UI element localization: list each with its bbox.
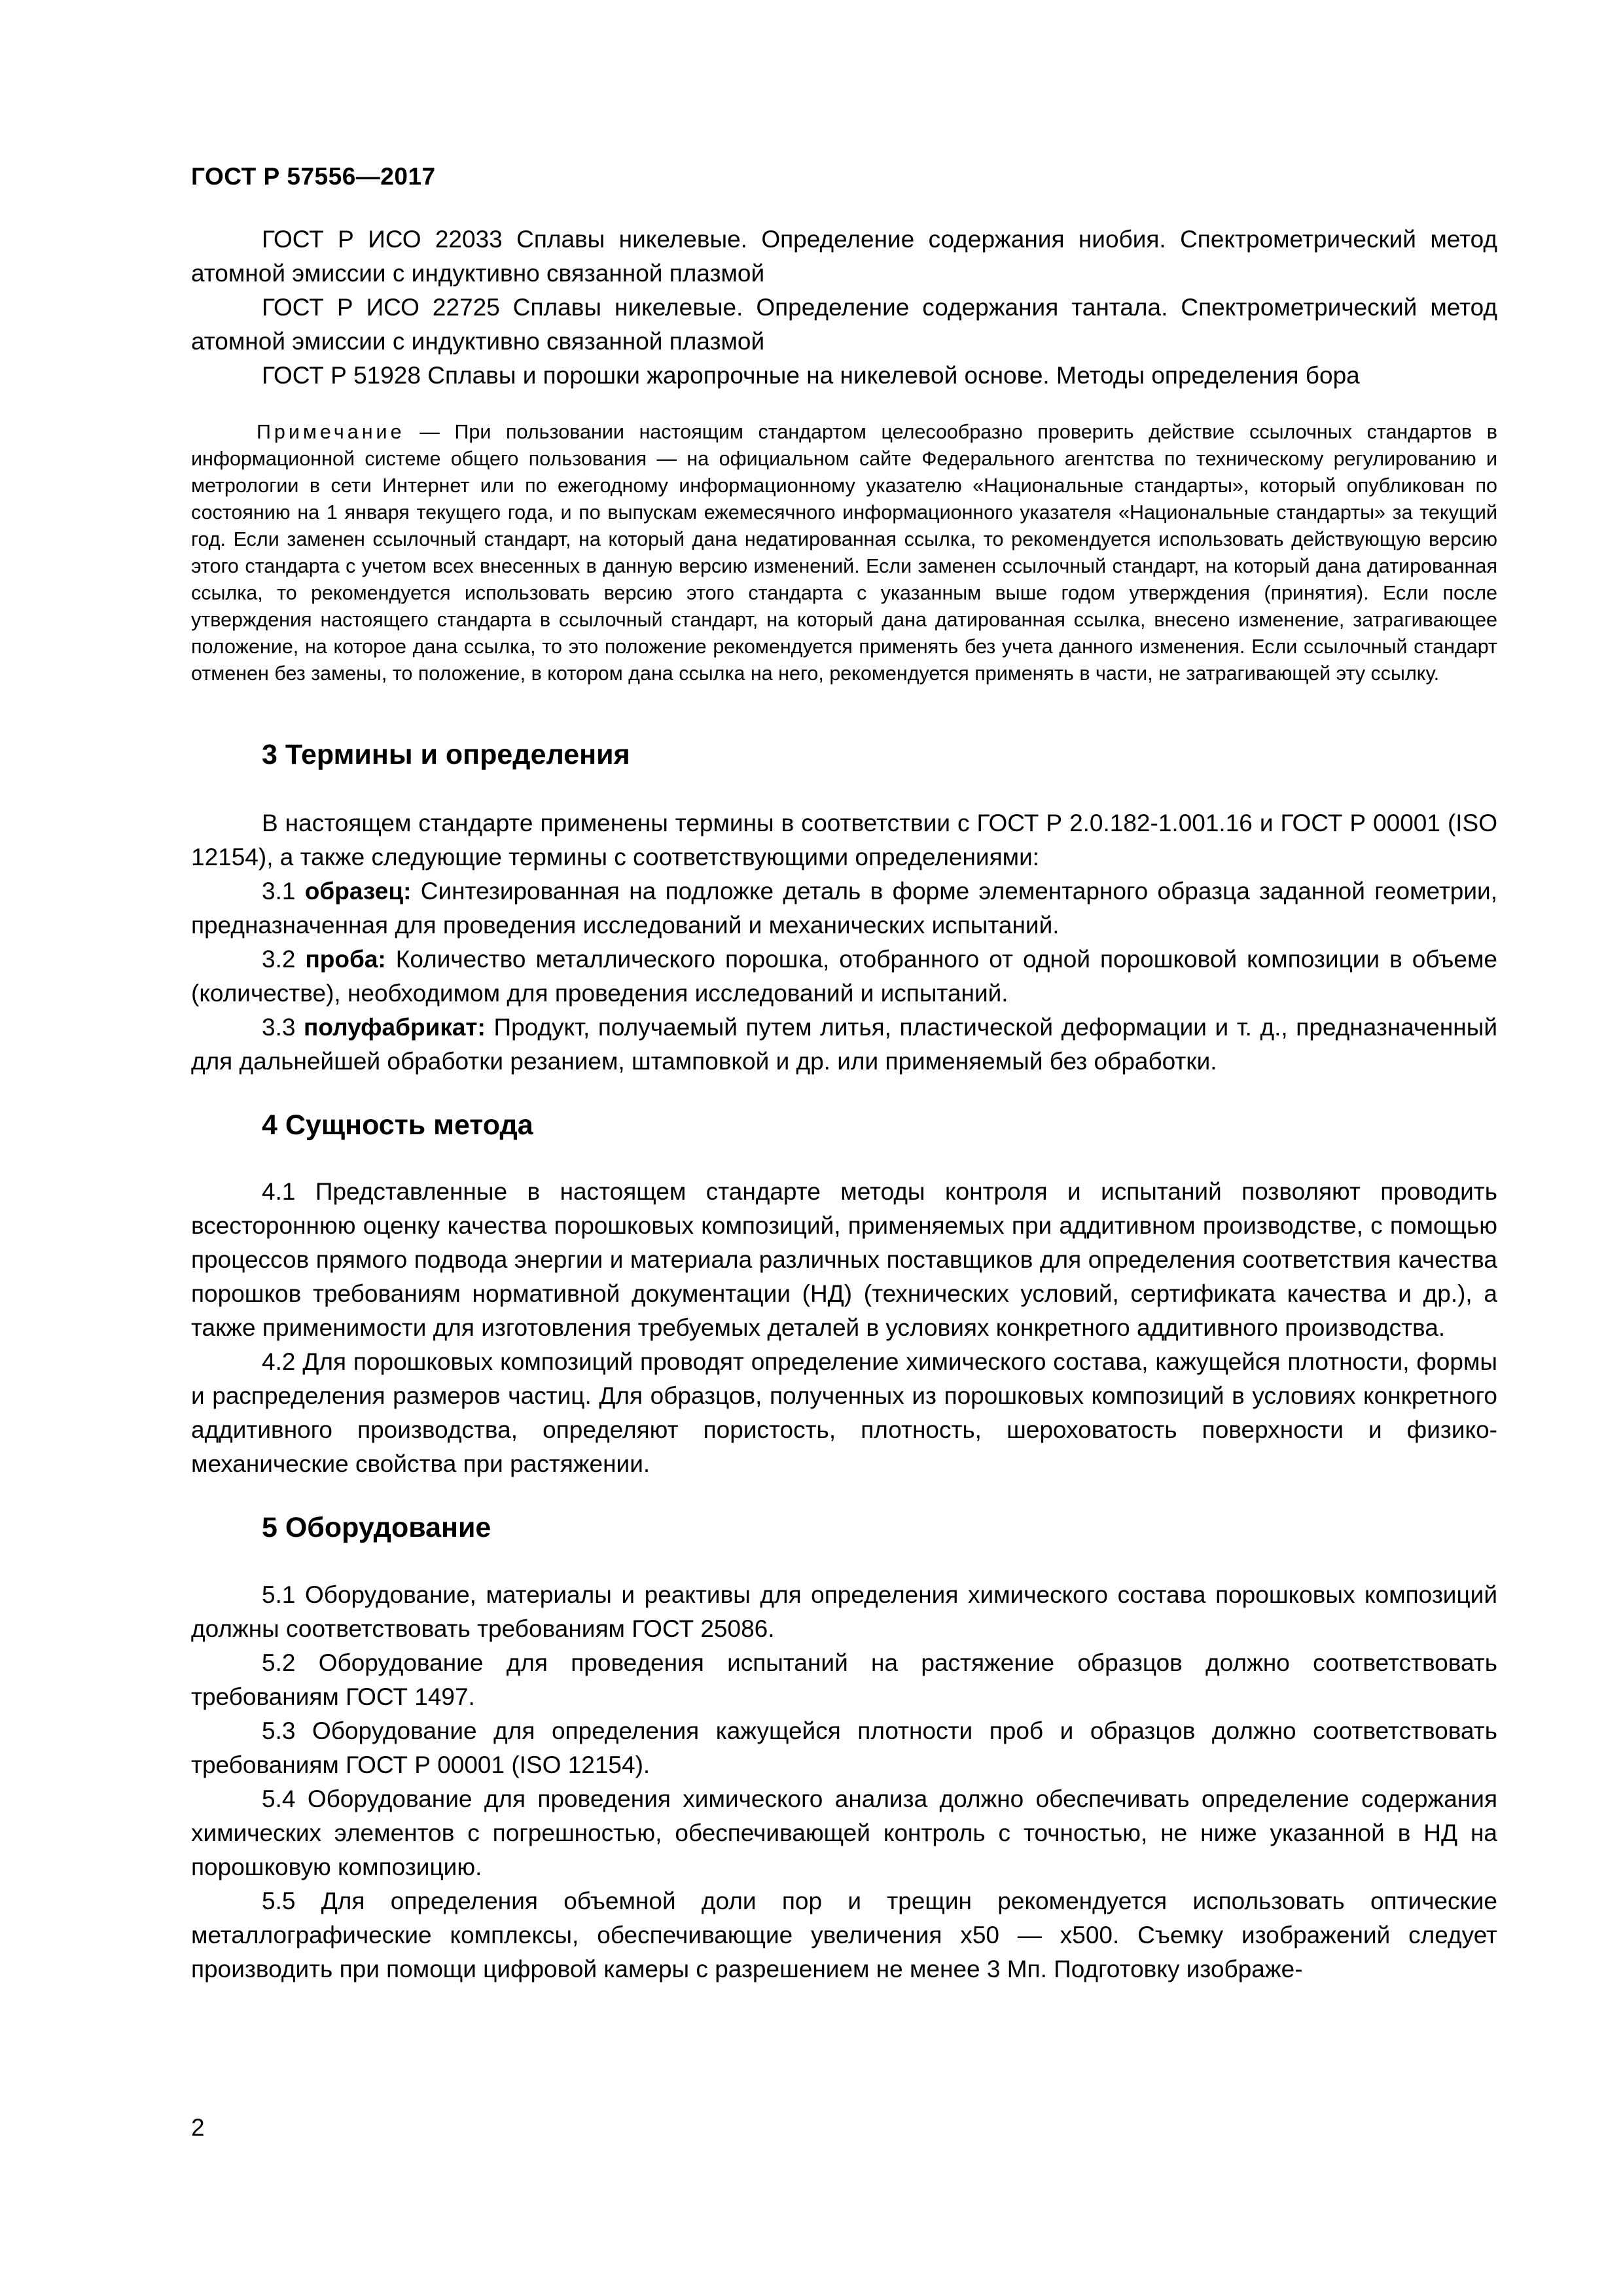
note-block	[191, 419, 1497, 687]
term-number: 3.2	[262, 945, 296, 973]
paragraph: 4.1 Представленные в настоящем стандарте методы контроля и испытаний позволяют проводить всестороннюю оценку качества порошковых композиций, применяемых при аддитивном производстве, с помощью процессов прямого подвода энергии и материала различных поставщиков для определения соответствия качества порошков требованиям нормативной документации (НД) (технических условий, сертификата качества и др.), а также применимости для изготовления требуемых деталей в условиях конкретного аддитивного производства.	[191, 1178, 1497, 1342]
reference-item: ГОСТ Р ИСО 22033 Сплавы никелевые. Определение содержания ниобия. Спектрометрический метод атомной эмиссии с индуктивно связанной плазмой	[191, 226, 1497, 287]
section-heading-method: 4 Сущность метода	[262, 1109, 533, 1141]
paragraph: 5.5 Для определения объемной доли пор и трещин рекомендуется использовать оптические металлографические комплексы, обеспечивающие увеличения x50 — x500. Съемку изображений следует производить при помощи цифровой камеры с разрешением не менее 3 Мп. Подготовку изображе-	[191, 1887, 1497, 1982]
term-name: образец:	[304, 877, 412, 905]
term-number: 3.3	[262, 1013, 296, 1041]
term-text: Продукт, получаемый путем литья, пластической деформации и т. д., предназначенный для дальнейшей обработки резанием, штамповкой и др. или применяемый без обработки.	[191, 1013, 1498, 1075]
term-text: Синтезированная на подложке деталь в форме элементарного образца заданной геометрии, предназначенная для проведения исследований и механических испытаний.	[191, 877, 1497, 939]
paragraph: 4.2 Для порошковых композиций проводят определение химического состава, кажущейся плотности, формы и распределения размеров частиц. Для образцов, полученных из порошковых композиций в условиях конкретного аддитивного производства, определяют пористость, плотность, шероховатость поверхности и физико-механические свойства при растяжении.	[191, 1348, 1497, 1478]
note-text: — При пользовании настоящим стандартом целесообразно проверить действие ссылочных стандартов в информационной системе общего пользования — на официальном сайте Федерального агентства по техническому регулированию и метрологии в сети Интернет или по ежегодному информационному указателю «Национальные стандарты», который опубликован по состоянию на 1 января текущего года, и по выпускам ежемесячного информационного указателя «Национальные стандарты» за текущий год. Если заменен ссылочный стандарт, на который дана недатированная ссылка, то рекомендуется использовать действующую версию этого стандарта с учетом всех внесенных в данную версию изменений. Если заменен ссылочный стандарт, на который дана датированная ссылка, то рекомендуется использовать версию этого стандарта с указанным выше годом утверждения (принятия). Если после утверждения настоящего стандарта в ссылочный стандарт, на который дана датированная ссылка, внесено изменение, затрагивающее положение, на которое дана ссылка, то это положение рекомендуется применять без учета данного изменения. Если ссылочный стандарт отменен без замены, то положение, в котором дана ссылка на него, рекомендуется применять в части, не затрагивающей эту ссылку.	[191, 421, 1497, 685]
term-definition	[191, 1011, 1497, 1079]
page-body	[191, 223, 1497, 1986]
term-definition	[191, 874, 1497, 942]
reference-item: ГОСТ Р 51928 Сплавы и порошки жаропрочные на никелевой основе. Методы определения бора	[262, 362, 1360, 389]
document-code: ГОСТ Р 57556—2017	[191, 163, 436, 190]
section-heading-equipment: 5 Оборудование	[262, 1512, 491, 1544]
term-name: полуфабрикат:	[304, 1013, 486, 1041]
paragraph: 5.2 Оборудование для проведения испытаний на растяжение образцов должно соответствовать требованиям ГОСТ 1497.	[191, 1649, 1497, 1710]
reference-item: ГОСТ Р ИСО 22725 Сплавы никелевые. Определение содержания тантала. Спектрометрический метод атомной эмиссии с индуктивно связанной плазмой	[191, 294, 1497, 355]
term-text: Количество металлического порошка, отобранного от одной порошковой композиции в объеме (количестве), необходимом для проведения исследований и испытаний.	[191, 945, 1498, 1007]
term-number: 3.1	[262, 877, 296, 905]
term-definition	[191, 942, 1497, 1011]
note-label: Примечание	[257, 421, 405, 443]
paragraph: 5.1 Оборудование, материалы и реактивы для определения химического состава порошковых композиций должны соответствовать требованиям ГОСТ 25086.	[191, 1581, 1497, 1642]
paragraph: 5.3 Оборудование для определения кажущейся плотности проб и образцов должно соответствовать требованиям ГОСТ Р 00001 (ISO 12154).	[191, 1717, 1497, 1778]
term-name: проба:	[305, 945, 386, 973]
section-intro: В настоящем стандарте применены термины в соответствии с ГОСТ Р 2.0.182-1.001.16 и ГОСТ Р 00001 (ISO 12154), а также следующие термины с соответствующими определениями:	[191, 809, 1497, 870]
paragraph: 5.4 Оборудование для проведения химического анализа должно обеспечивать определение содержания химических элементов с погрешностью, обеспечивающей контроль с точностью, не ниже указанной в НД на порошковую композицию.	[191, 1785, 1497, 1880]
page-number: 2	[191, 2114, 205, 2141]
section-heading-terms: 3 Термины и определения	[262, 739, 630, 770]
